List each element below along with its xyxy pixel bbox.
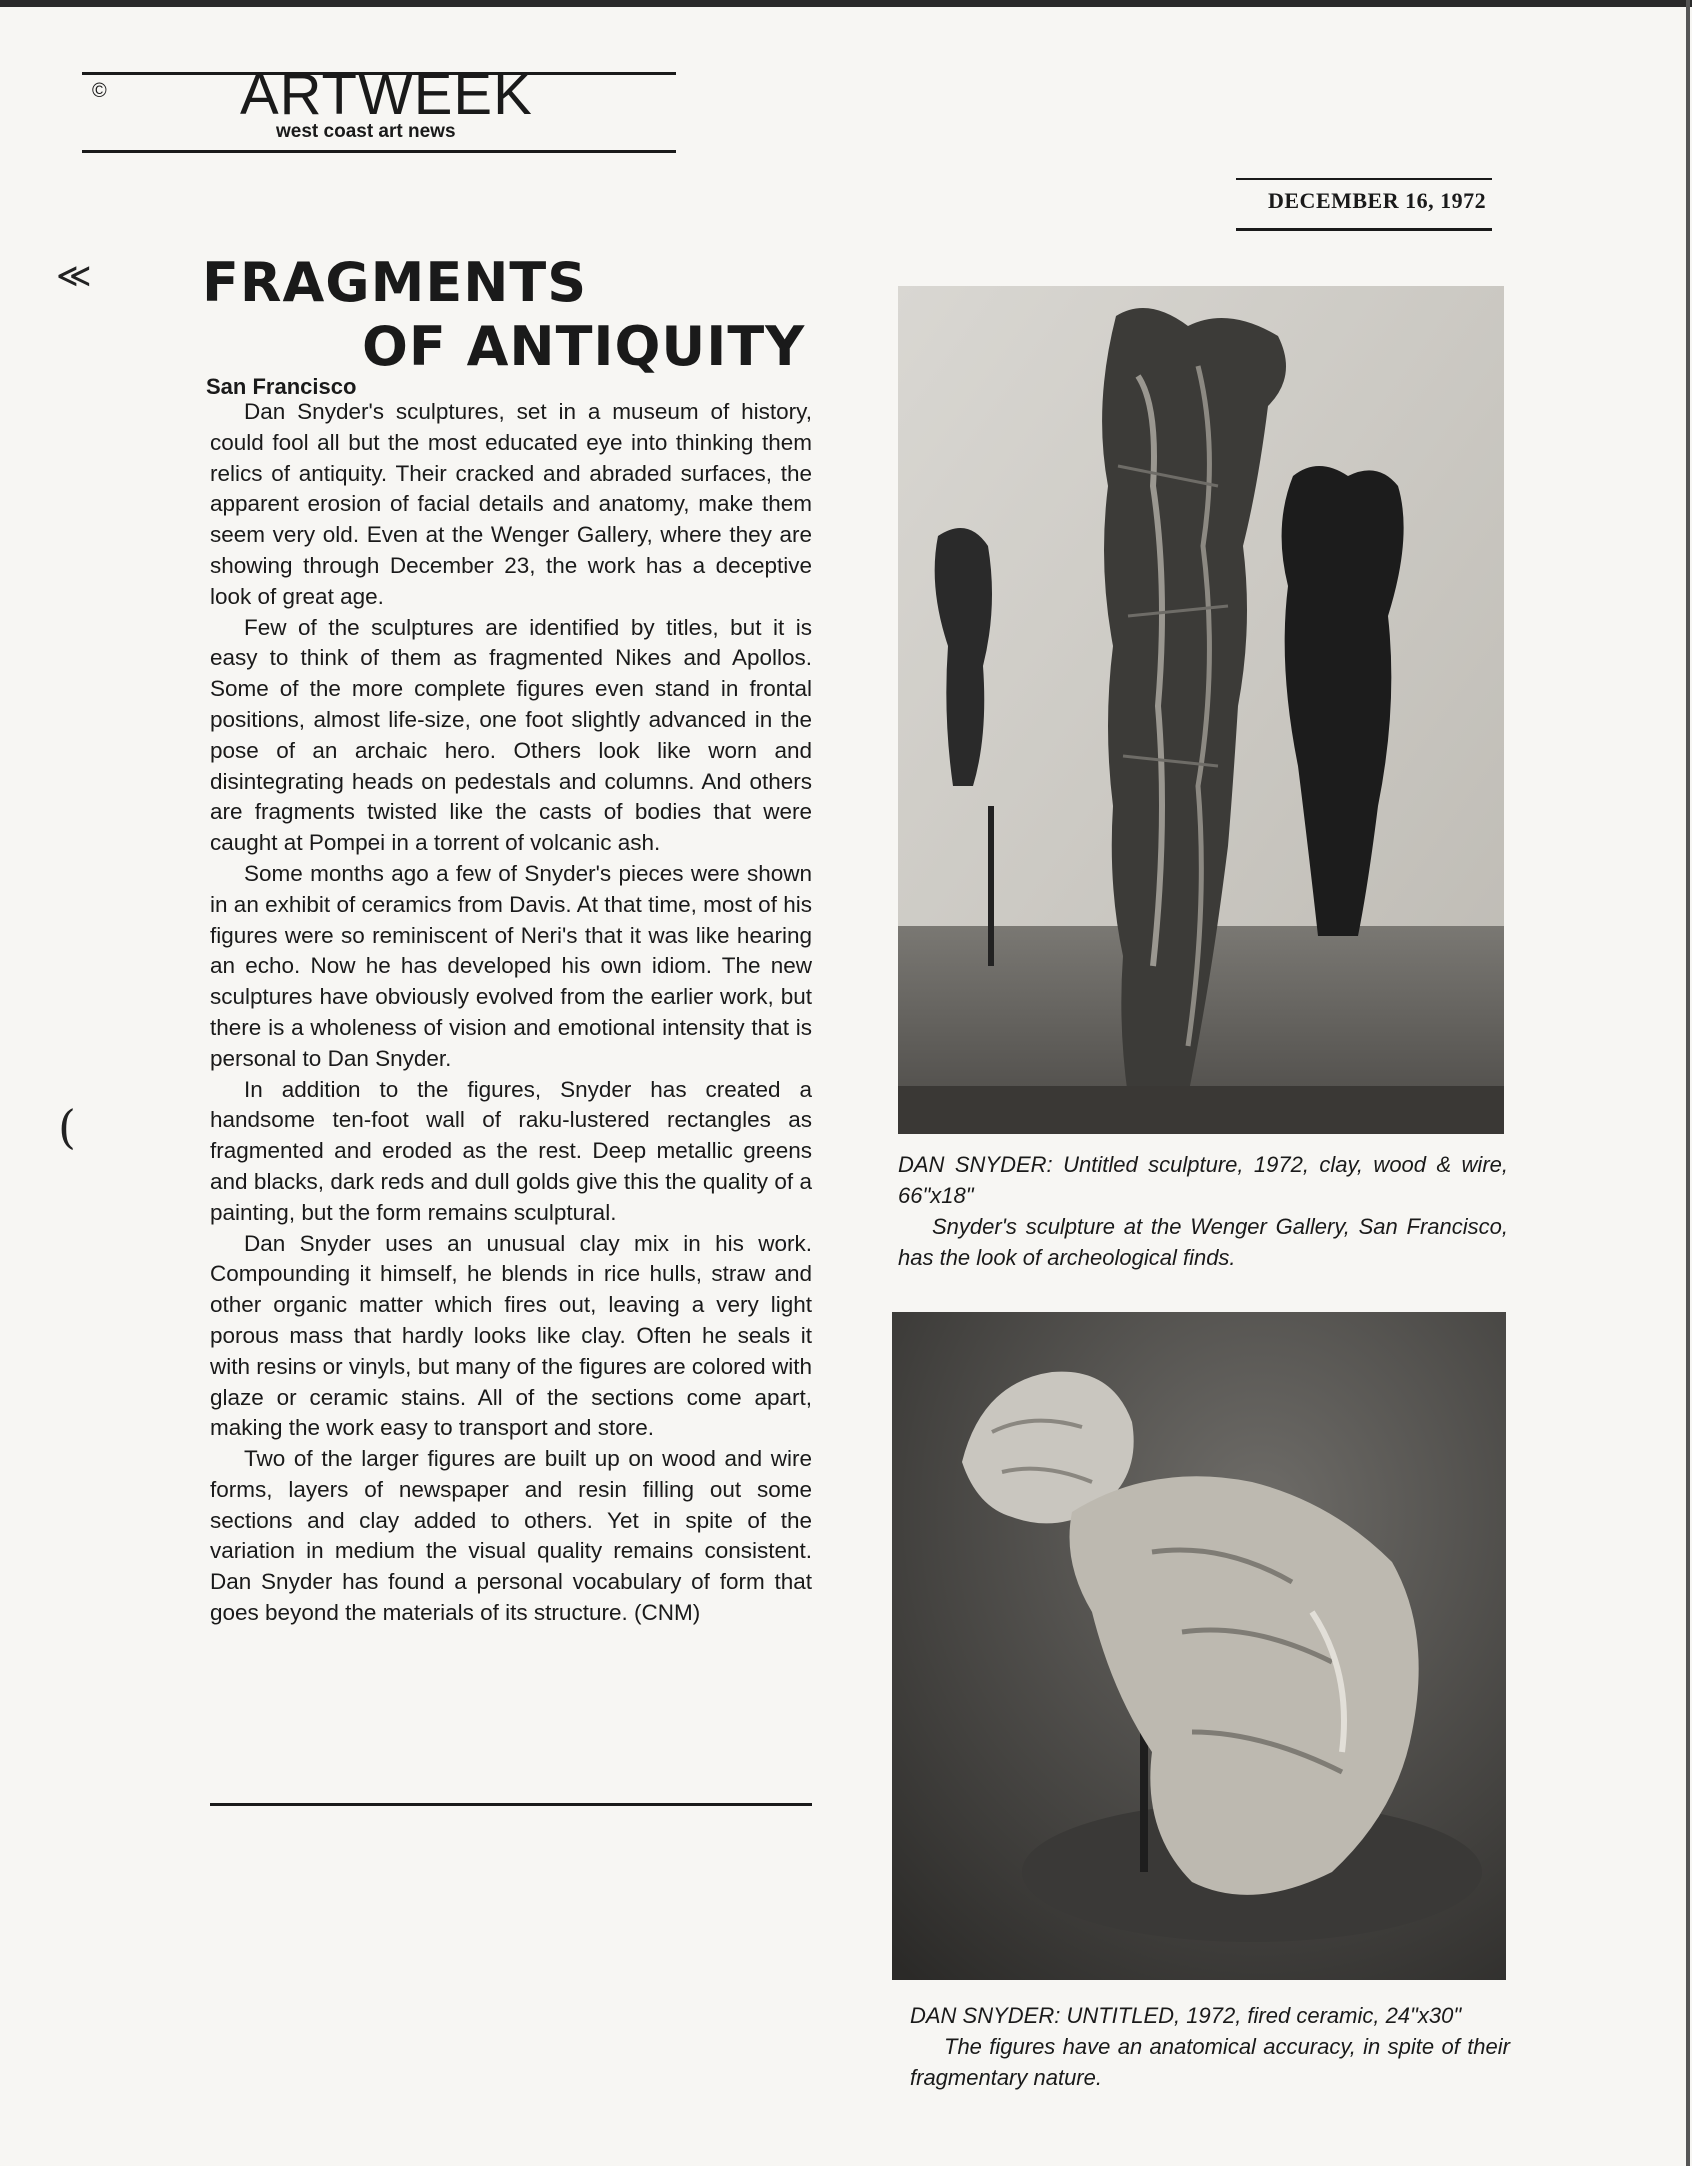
article-paragraph: Few of the sculptures are identified by titles, but it is easy to think of them as fragmented Nikes and Apollos. Some of the more complete figures even stand in frontal positions, almost life-size, one foot slightly advanced in the pose of an archaic hero. Others look like worn and disintegrating heads on pedestals and columns. And others are fragments twisted like the casts of bodies that were caught at Pompei in a torrent of volcanic ash. — [210, 614, 812, 856]
article-end-rule — [210, 1803, 812, 1806]
masthead-subtitle: west coast art news — [276, 121, 456, 142]
article-paragraph: Two of the larger figures are built up on wood and wire forms, layers of newspaper and resin filling out some sections and clay added to others. Yet in spite of the variation in medium the visual quality remains consistent. Dan Snyder has found a personal vocabulary of form that goes beyond the materials of its structure. (CNM) — [210, 1446, 812, 1626]
article-paragraph: In addition to the figures, Snyder has created a handsome ten-foot wall of raku-lustered rectangles as fragmented and eroded as the rest. Deep metallic greens and blacks, dark reds and dull golds give this the quality of a painting, but the form remains sculptural. — [210, 1076, 812, 1225]
headline-line-2: OF ANTIQUITY — [362, 315, 806, 378]
standing-figures-image — [898, 286, 1504, 1134]
article-body — [210, 397, 812, 1629]
photo-credit: DAN SNYDER: UNTITLED, 1972, fired ceramic, 24"x30" — [910, 2003, 1462, 2028]
photo-caption-fragment — [910, 2000, 1510, 2093]
issue-date: DECEMBER 16, 1972 — [1268, 188, 1487, 213]
dateline-top-rule — [1236, 178, 1492, 180]
margin-mark-middle: ( — [58, 1100, 76, 1154]
margin-mark-top: ≪ — [56, 257, 92, 295]
sculpture-photo-standing — [898, 286, 1504, 1134]
copyright-symbol: © — [92, 80, 107, 102]
fragment-figure-image — [892, 1312, 1506, 1980]
article-paragraph: Dan Snyder uses an unusual clay mix in his work. Compounding it himself, he blends in rice hulls, straw and other organic matter which fires out, leaving a very light porous mass that hardly looks like clay. Often he seals it with resins or vinyls, but many of the figures are colored with glaze or ceramic stains. All of the sections come apart, making the work easy to transport and store. — [210, 1230, 812, 1441]
scan-right-edge — [1686, 0, 1690, 2166]
masthead-title: ARTWEEK — [240, 62, 533, 127]
scan-top-edge — [0, 0, 1692, 7]
photo-caption-standing — [898, 1149, 1508, 1273]
sculpture-photo-fragment — [892, 1312, 1506, 1980]
masthead-bottom-rule — [82, 150, 676, 153]
article-paragraph: Some months ago a few of Snyder's pieces were shown in an exhibit of ceramics from Davis. At that time, most of his figures were so reminiscent of Neri's that it was like hearing an echo. Now he has developed his own idiom. The new sculptures have obviously evolved from the earlier work, but there is a wholeness of vision and emotional intensity that is personal to Dan Snyder. — [210, 860, 812, 1071]
headline-line-1: FRAGMENTS — [202, 251, 588, 314]
photo-credit: DAN SNYDER: Untitled sculpture, 1972, clay, wood & wire, 66"x18" — [898, 1152, 1508, 1208]
photo-description: Snyder's sculpture at the Wenger Gallery, San Francisco, has the look of archeological finds. — [898, 1214, 1508, 1270]
article-paragraph: Dan Snyder's sculptures, set in a museum of history, could fool all but the most educated eye into thinking them relics of antiquity. Their cracked and abraded surfaces, the apparent erosion of facial details and anatomy, make them seem very old. Even at the Wenger Gallery, where they are showing through December 23, the work has a deceptive look of great age. — [210, 399, 812, 609]
photo-description: The figures have an anatomical accuracy, in spite of their fragmentary nature. — [910, 2034, 1510, 2090]
article-location: San Francisco — [206, 374, 357, 399]
dateline-bottom-rule — [1236, 228, 1492, 231]
